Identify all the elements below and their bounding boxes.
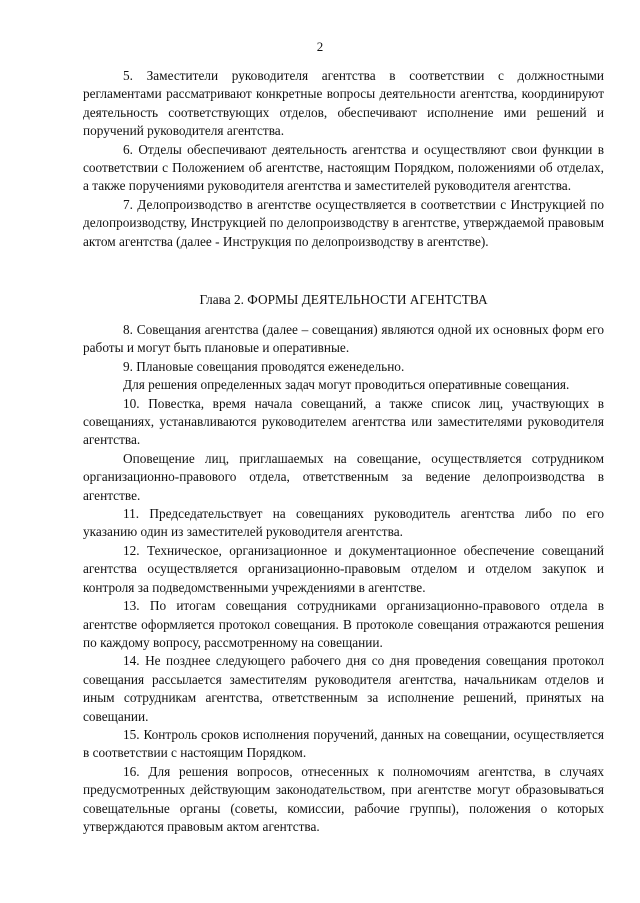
paragraph-16: 16. Для решения вопросов, отнесенных к полномочиям агентства, в случаях предусмотренных действующим законодательством, при агентстве могут образовываться совещательные органы (советы, комиссии, рабочие группы), положения о которых утверждаются правовым актом агентства.	[83, 763, 604, 834]
section-paragraphs-after	[83, 321, 604, 836]
paragraph-6: 6. Отделы обеспечивают деятельность агентства и осуществляют свои функции в соответствии с Положением об агентстве, настоящим Порядком, положениями об отделах, а также поручениями руководителя агентства и заместителей руководителя агентства.	[83, 141, 604, 194]
chapter-title: Глава 2. ФОРМЫ ДЕЯТЕЛЬНОСТИ АГЕНТСТВА	[199, 292, 488, 307]
paragraph-15: 15. Контроль сроков исполнения поручений, данных на совещании, осуществляется в соответствии с настоящим Порядком.	[83, 726, 604, 761]
paragraph-9-continued: Для решения определенных задач могут проводиться оперативные совещания.	[123, 377, 570, 393]
paragraph-10: 10. Повестка, время начала совещаний, а также список лиц, участвующих в совещаниях, устанавливаются руководителем агентства или заместителями руководителя агентства.	[83, 395, 604, 448]
paragraph-12: 12. Техническое, организационное и документационное обеспечение совещаний агентства осуществляется организационно-правовым отделом и отделом закупок и контроля за подведомственными учреждениями в агентстве.	[83, 542, 604, 595]
paragraph-13: 13. По итогам совещания сотрудниками организационно-правового отдела в агентстве оформляется протокол совещания. В протоколе совещания отражаются решения по каждому вопросу, рассмотренному на совещании.	[83, 598, 604, 650]
paragraph-8: 8. Совещания агентства (далее – совещания) являются одной их основных форм его работы и могут быть плановые и оперативные.	[83, 322, 604, 356]
paragraph-9: 9. Плановые совещания проводятся еженедельно.	[123, 358, 405, 374]
paragraph-10-continued: Оповещение лиц, приглашаемых на совещание, осуществляется сотрудником организационно-правового отдела, ответственным за ведение делопроизводства в агентстве.	[83, 450, 604, 503]
page-number: 2	[316, 39, 324, 54]
paragraph-11: 11. Председательствует на совещаниях руководитель агентства либо по его указанию один из заместителей руководителя агентства.	[83, 506, 604, 540]
paragraph-7: 7. Делопроизводство в агентстве осуществляется в соответствии с Инструкцией по делопроизводству, Инструкцией по делопроизводству в агентстве, утверждаемой правовым актом агентства (далее - Инструкция по делопроизводству в агентстве).	[83, 196, 604, 249]
section-paragraphs-before	[83, 67, 604, 251]
paragraph-14: 14. Не позднее следующего рабочего дня со дня проведения совещания протокол совещания рассылается заместителям руководителя агентства, начальникам отделов и иным сотрудникам агентства, ответственным за исполнение решений, принятых на совещании.	[83, 653, 604, 724]
paragraph-5: 5. Заместители руководителя агентства в соответствии с должностными регламентами рассматривают конкретные вопросы деятельности агентства, координируют деятельность соответствующих отделов, обеспечивают исполнение ими решений и поручений руководителя агентства.	[83, 68, 604, 139]
